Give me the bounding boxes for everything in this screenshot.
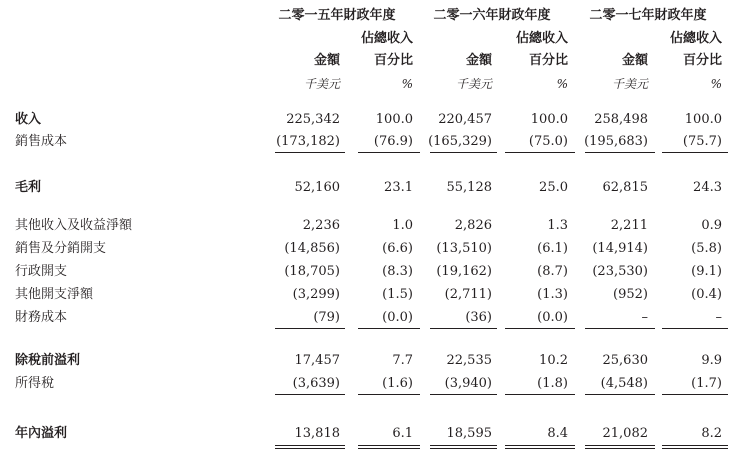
pct-unit: % [710, 77, 722, 91]
row-label: 財務成本 [15, 310, 68, 325]
year-title: 二零一六年財政年度 [433, 8, 551, 23]
row-value: 13,818 [294, 426, 340, 441]
underline [358, 152, 420, 153]
pct-header-line1: 佔總收入 [360, 31, 413, 46]
underline [430, 152, 497, 153]
row-value: 55,128 [446, 180, 492, 195]
row-value: 100.0 [375, 112, 413, 127]
amount-header: 金額 [465, 53, 492, 68]
row-value: (75.0) [528, 134, 568, 149]
amount-unit: 千美元 [303, 77, 340, 91]
underline [505, 152, 575, 153]
row-value: 100.0 [530, 112, 568, 127]
row-value: 17,457 [294, 353, 340, 368]
pct-header-line1: 佔總收入 [669, 31, 722, 46]
row-value: 6.1 [392, 426, 413, 441]
row-value: 10.2 [539, 353, 568, 368]
row-value: (165,329) [428, 134, 492, 149]
row-value: (1.5) [382, 287, 413, 302]
row-value: (79) [313, 310, 340, 325]
double-underline [585, 445, 655, 449]
row-value: 1.0 [392, 218, 413, 233]
row-value: (13,510) [436, 241, 492, 256]
row-value: (18,705) [284, 264, 340, 279]
pct-unit: % [401, 77, 413, 91]
amount-unit: 千美元 [455, 77, 492, 91]
pct-header-line2: 百分比 [682, 53, 722, 68]
row-label: 毛利 [15, 180, 42, 195]
double-underline [275, 445, 345, 449]
underline [662, 152, 728, 153]
row-value: (0.0) [382, 310, 413, 325]
double-underline [358, 445, 420, 449]
row-value: 8.4 [547, 426, 568, 441]
row-value: (1.7) [691, 376, 722, 391]
row-value: (75.7) [682, 134, 722, 149]
row-value: – [715, 310, 722, 325]
underline [505, 328, 575, 329]
row-value: (0.0) [537, 310, 568, 325]
row-value: 25.0 [539, 180, 568, 195]
underline [430, 328, 497, 329]
row-value: (1.6) [382, 376, 413, 391]
underline [585, 394, 655, 395]
row-value: 1.3 [547, 218, 568, 233]
row-value: 100.0 [684, 112, 722, 127]
row-value: 220,457 [438, 112, 492, 127]
row-value: (952) [613, 287, 648, 302]
pct-unit: % [556, 77, 568, 91]
amount-header: 金額 [621, 53, 648, 68]
row-value: (173,182) [276, 134, 340, 149]
row-value: (1.3) [537, 287, 568, 302]
underline [275, 328, 345, 329]
amount-header: 金額 [313, 53, 340, 68]
double-underline [662, 445, 728, 449]
row-value: 9.9 [701, 353, 722, 368]
row-value: (14,856) [284, 241, 340, 256]
row-label: 銷售及分銷開支 [15, 241, 107, 256]
row-label: 除稅前溢利 [15, 353, 81, 368]
pct-header-line2: 百分比 [528, 53, 568, 68]
double-underline [430, 445, 497, 449]
year-title: 二零一七年財政年度 [589, 8, 707, 23]
underline [358, 328, 420, 329]
row-value: 62,815 [602, 180, 648, 195]
row-value: (76.9) [373, 134, 413, 149]
row-value: 225,342 [286, 112, 340, 127]
underline [662, 328, 728, 329]
row-label: 年內溢利 [15, 426, 68, 441]
row-label: 行政開支 [15, 264, 68, 279]
row-value: 8.2 [701, 426, 722, 441]
underline [358, 394, 420, 395]
row-value: 2,211 [610, 218, 648, 233]
row-label: 銷售成本 [15, 134, 68, 149]
underline [585, 152, 655, 153]
row-value: (3,940) [444, 376, 492, 391]
row-value: 23.1 [384, 180, 413, 195]
row-value: (0.4) [691, 287, 722, 302]
underline [275, 152, 345, 153]
row-value: – [641, 310, 648, 325]
row-value: 2,826 [454, 218, 492, 233]
row-label: 所得稅 [15, 376, 55, 391]
row-value: 2,236 [302, 218, 340, 233]
row-value: (4,548) [600, 376, 648, 391]
row-value: (1.8) [537, 376, 568, 391]
row-value: 0.9 [701, 218, 722, 233]
row-label: 收入 [15, 112, 42, 127]
row-value: (195,683) [584, 134, 648, 149]
row-value: 258,498 [594, 112, 648, 127]
row-value: (36) [465, 310, 492, 325]
row-value: (3,299) [292, 287, 340, 302]
underline [505, 394, 575, 395]
row-value: (2,711) [444, 287, 492, 302]
row-value: 52,160 [294, 180, 340, 195]
underline [585, 328, 655, 329]
row-value: (14,914) [592, 241, 648, 256]
row-value: (5.8) [691, 241, 722, 256]
row-value: 22,535 [446, 353, 492, 368]
row-label: 其他收入及收益淨額 [15, 218, 133, 233]
underline [275, 394, 345, 395]
row-value: 25,630 [602, 353, 648, 368]
row-value: 24.3 [693, 180, 722, 195]
row-value: (6.1) [537, 241, 568, 256]
row-value: (3,639) [292, 376, 340, 391]
row-value: (9.1) [691, 264, 722, 279]
pct-header-line1: 佔總收入 [515, 31, 568, 46]
year-title: 二零一五年財政年度 [278, 8, 396, 23]
row-value: 18,595 [446, 426, 492, 441]
underline [430, 394, 497, 395]
row-value: (19,162) [436, 264, 492, 279]
row-value: (23,530) [592, 264, 648, 279]
row-value: 21,082 [602, 426, 648, 441]
row-value: (8.3) [382, 264, 413, 279]
row-value: (6.6) [382, 241, 413, 256]
underline [662, 394, 728, 395]
row-value: (8.7) [537, 264, 568, 279]
double-underline [505, 445, 575, 449]
row-label: 其他開支淨額 [15, 287, 94, 302]
row-value: 7.7 [392, 353, 413, 368]
amount-unit: 千美元 [611, 77, 648, 91]
pct-header-line2: 百分比 [373, 53, 413, 68]
